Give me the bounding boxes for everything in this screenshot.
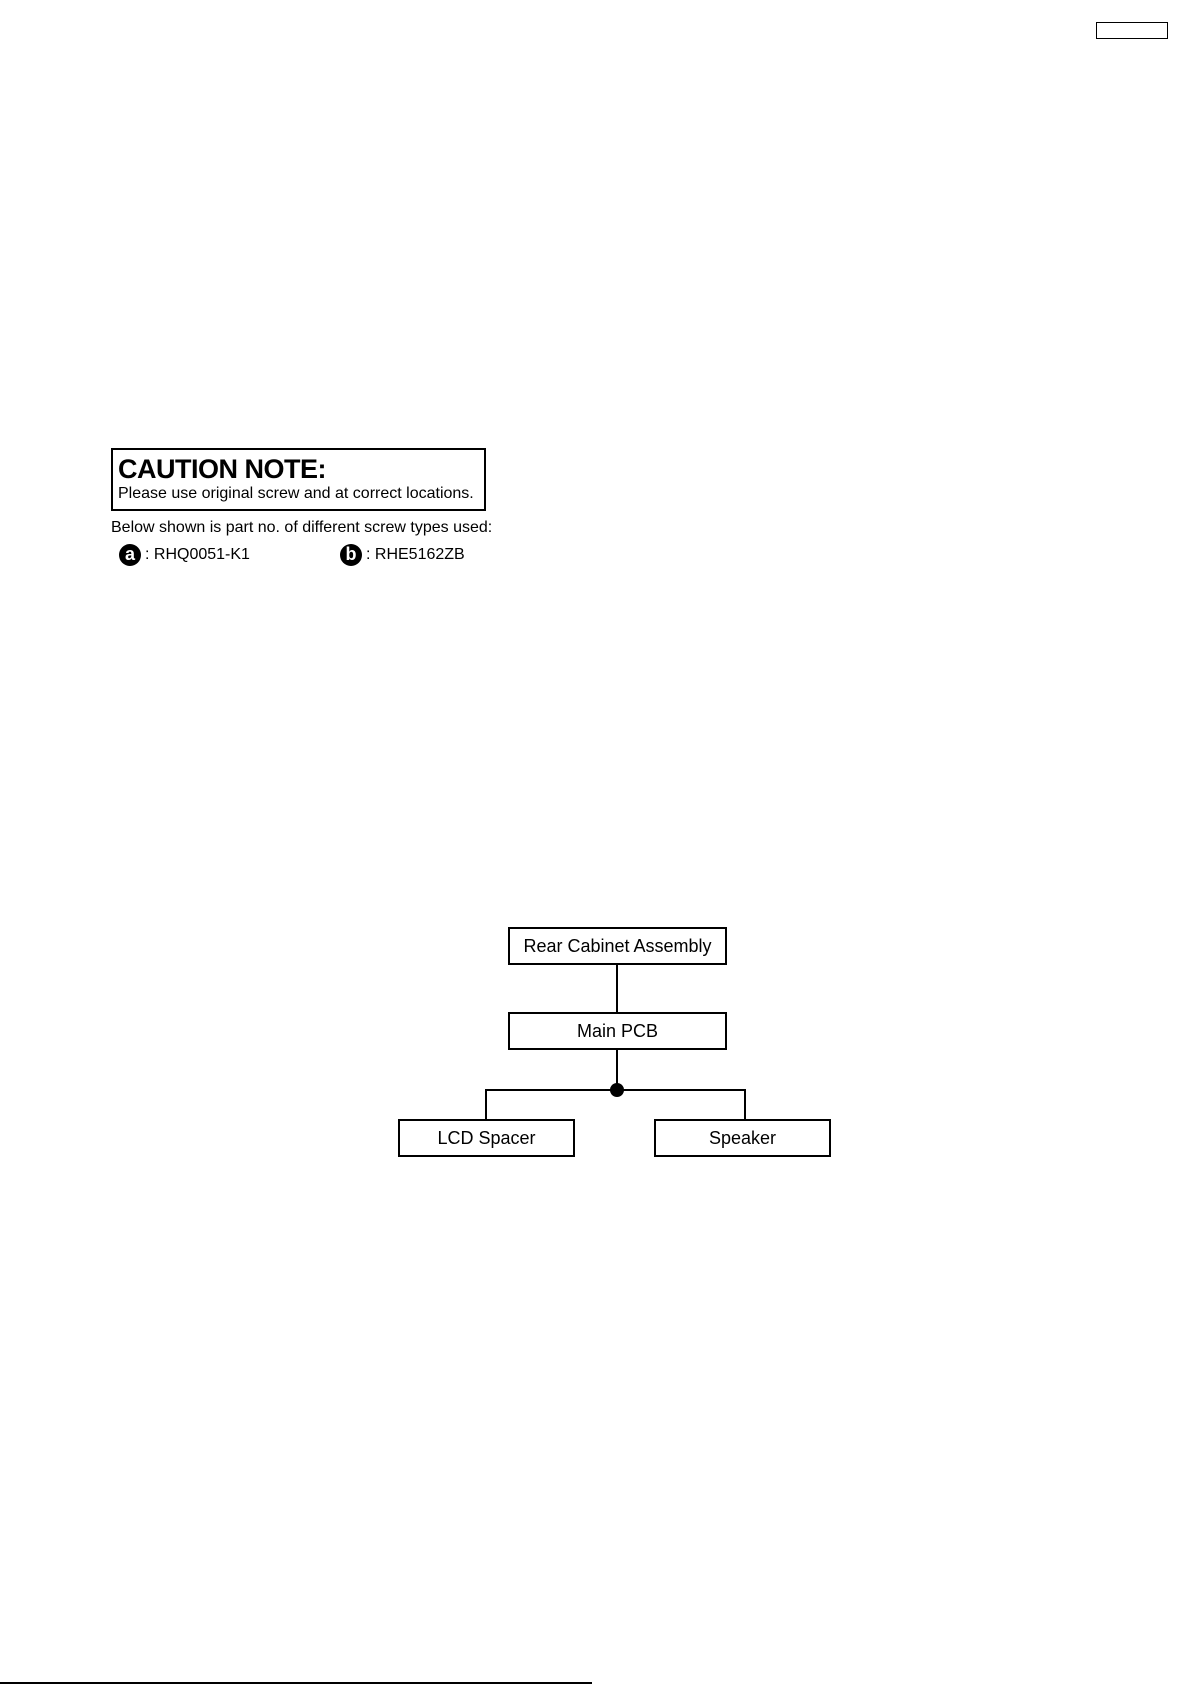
junction-dot bbox=[610, 1083, 624, 1097]
caution-text: Please use original screw and at correct locations. bbox=[118, 485, 474, 502]
node-lcd-spacer: LCD Spacer bbox=[398, 1119, 575, 1157]
node-main-pcb: Main PCB bbox=[508, 1012, 727, 1050]
screw-badge-a: a bbox=[119, 544, 141, 566]
footer-rule bbox=[0, 1682, 592, 1684]
caution-title: CAUTION NOTE: bbox=[118, 454, 326, 484]
node-speaker: Speaker bbox=[654, 1119, 831, 1157]
screw-types-intro: Below shown is part no. of different screw types used: bbox=[111, 519, 493, 536]
screw-badge-b: b bbox=[340, 544, 362, 566]
node-rear-cabinet-assembly: Rear Cabinet Assembly bbox=[508, 927, 727, 965]
screw-part-number-b: : RHE5162ZB bbox=[366, 546, 465, 563]
screw-part-number-a: : RHQ0051-K1 bbox=[145, 546, 250, 563]
